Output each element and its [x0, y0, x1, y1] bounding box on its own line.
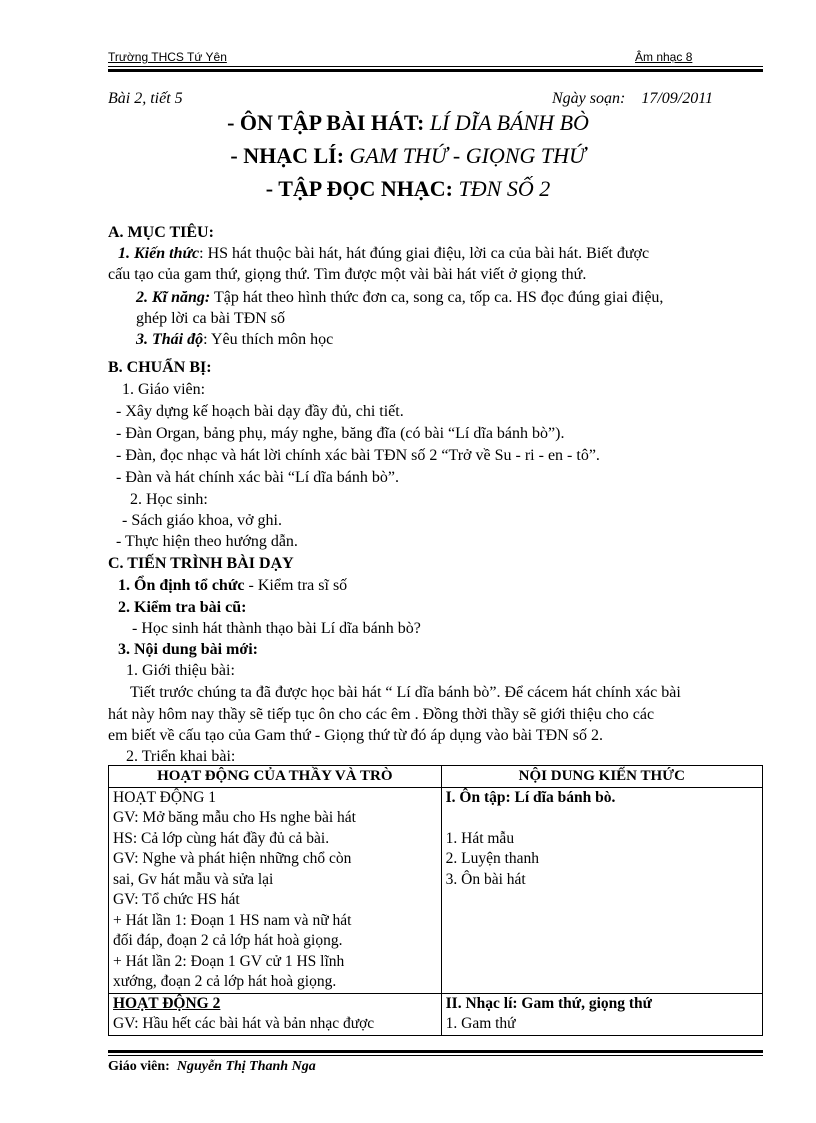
activity-line: + Hát lần 1: Đoạn 1 HS nam và nữ hát	[113, 911, 352, 929]
intro-line: hát này hôm nay thầy sẽ tiếp tục ôn cho các êm . Đồng thời thầy sẽ giới thiệu cho các	[108, 706, 655, 723]
content-2-cell	[441, 993, 762, 1035]
step-3-label: 3. Nội dung bài mới:	[118, 641, 258, 658]
lesson-date: Ngày soạn: 17/09/2011	[552, 90, 714, 107]
student-item: - Sách giáo khoa, vở ghi.	[122, 512, 282, 529]
teacher-item: - Đàn Organ, bảng phụ, máy nghe, băng đĩa (có bài “Lí dĩa bánh bò”).	[116, 425, 565, 442]
teacher-item: - Đàn và hát chính xác bài “Lí dĩa bánh bò”.	[116, 469, 399, 486]
activity-line: GV: Mở băng mẫu cho Hs nghe bài hát	[113, 809, 356, 826]
skills-line-1: 2. Kĩ năng: Tập hát theo hình thức đơn ca, song ca, tốp ca. HS đọc đúng giai điệu,	[136, 289, 664, 306]
intro-line: Tiết trước chúng ta đã được học bài hát “ Lí dĩa bánh bò”. Để cácem hát chính xác bài	[130, 684, 681, 701]
title-line-1: - ÔN TẬP BÀI HÁT: LÍ DĨA BÁNH BÒ	[227, 110, 589, 135]
deploy-label: 2. Triển khai bài:	[126, 748, 236, 765]
activity-line: GV: Nghe và phát hiện những chổ còn	[113, 850, 352, 867]
intro-label: 1. Giới thiệu bài:	[126, 662, 235, 679]
section-a-heading: A. MỤC TIÊU:	[108, 224, 214, 241]
student-item: - Thực hiện theo hướng dẫn.	[116, 533, 298, 550]
activity-line: + Hát lần 2: Đoạn 1 GV cử 1 HS lĩnh	[113, 952, 345, 970]
activity-line: GV: Tổ chức HS hát	[113, 891, 240, 908]
content-heading: I. Ôn tập: Lí dĩa bánh bò.	[445, 788, 616, 806]
teacher-label: 1. Giáo viên:	[122, 381, 206, 398]
activity-line: xướng, đoạn 2 cả lớp hát hoà giọng.	[113, 973, 337, 990]
teacher-item: - Đàn, đọc nhạc và hát lời chính xác bài TĐN số 2 “Trở về Su - ri - en - tô”.	[116, 447, 600, 464]
section-c-heading: C. TIẾN TRÌNH BÀI DẠY	[108, 555, 294, 572]
header-subject: Âm nhạc 8	[635, 50, 693, 64]
header-school: Trường THCS Tứ Yên	[108, 50, 227, 64]
content-line	[446, 808, 758, 829]
knowledge-line-1: 1. Kiến thức: HS hát thuộc bài hát, hát đúng giai điệu, lời ca của bài hát. Biết được	[118, 245, 650, 262]
skills-line-2: ghép lời ca bài TĐN số	[136, 310, 286, 327]
table-header-content: NỘI DUNG KIẾN THỨC	[441, 766, 762, 788]
table-header-activities: HOẠT ĐỘNG CỦA THẦY VÀ TRÒ	[109, 766, 442, 788]
content-1-cell	[441, 787, 762, 993]
title-line-2: - NHẠC LÍ: GAM THỨ - GIỌNG THỨ	[230, 143, 586, 168]
header-rule-thick	[108, 69, 763, 72]
intro-line: em biết về cấu tạo của Gam thứ - Giọng thứ từ đó áp dụng vào bài TĐN số 2.	[108, 727, 603, 744]
knowledge-line-2: cấu tạo của gam thứ, giọng thứ. Tìm được một vài bài hát viết ở giọng thứ.	[108, 266, 587, 283]
footer-rule	[108, 1055, 763, 1056]
activity-heading: HOẠT ĐỘNG 2	[113, 994, 221, 1012]
activity-1-cell	[109, 787, 442, 993]
step-2-text: - Học sinh hát thành thạo bài Lí dĩa bánh bò?	[132, 620, 421, 637]
step-1: 1. Ổn định tổ chức - Kiểm tra sĩ số	[118, 577, 348, 594]
content-line: 1. Hát mẫu	[445, 829, 515, 847]
content-line: 3. Ôn bài hát	[445, 870, 526, 888]
step-2-label: 2. Kiểm tra bài cũ:	[118, 599, 247, 616]
teacher-item: - Xây dựng kế hoạch bài dạy đầy đủ, chi tiết.	[116, 403, 404, 420]
lesson-number: Bài 2, tiết 5	[108, 90, 183, 107]
activity-line: HS: Cả lớp cùng hát đầy đủ cả bài.	[113, 829, 330, 847]
activity-table	[108, 765, 763, 1036]
attitude-line: 3. Thái độ: Yêu thích môn học	[136, 331, 334, 348]
footer-teacher: Giáo viên: Nguyễn Thị Thanh Nga	[108, 1059, 316, 1074]
content-line: 2. Luyện thanh	[445, 850, 540, 867]
title-line-3: - TẬP ĐỌC NHẠC: TĐN SỐ 2	[265, 176, 551, 201]
footer-rule-thick	[108, 1050, 763, 1053]
header-rule	[108, 66, 763, 67]
activity-line: GV: Hầu hết các bài hát và bản nhạc được	[113, 1015, 375, 1032]
activity-line: đối đáp, đoạn 2 cả lớp hát hoà giọng.	[113, 932, 343, 949]
activity-line: HOẠT ĐỘNG 1	[113, 788, 217, 806]
student-label: 2. Học sinh:	[130, 491, 208, 508]
content-heading: II. Nhạc lí: Gam thứ, giọng thứ	[445, 994, 652, 1012]
section-b-heading: B. CHUẨN BỊ:	[108, 359, 212, 376]
content-line: 1. Gam thứ	[445, 1015, 516, 1032]
activity-line: sai, Gv hát mẫu và sửa lại	[113, 870, 274, 888]
activity-2-cell	[109, 993, 442, 1035]
